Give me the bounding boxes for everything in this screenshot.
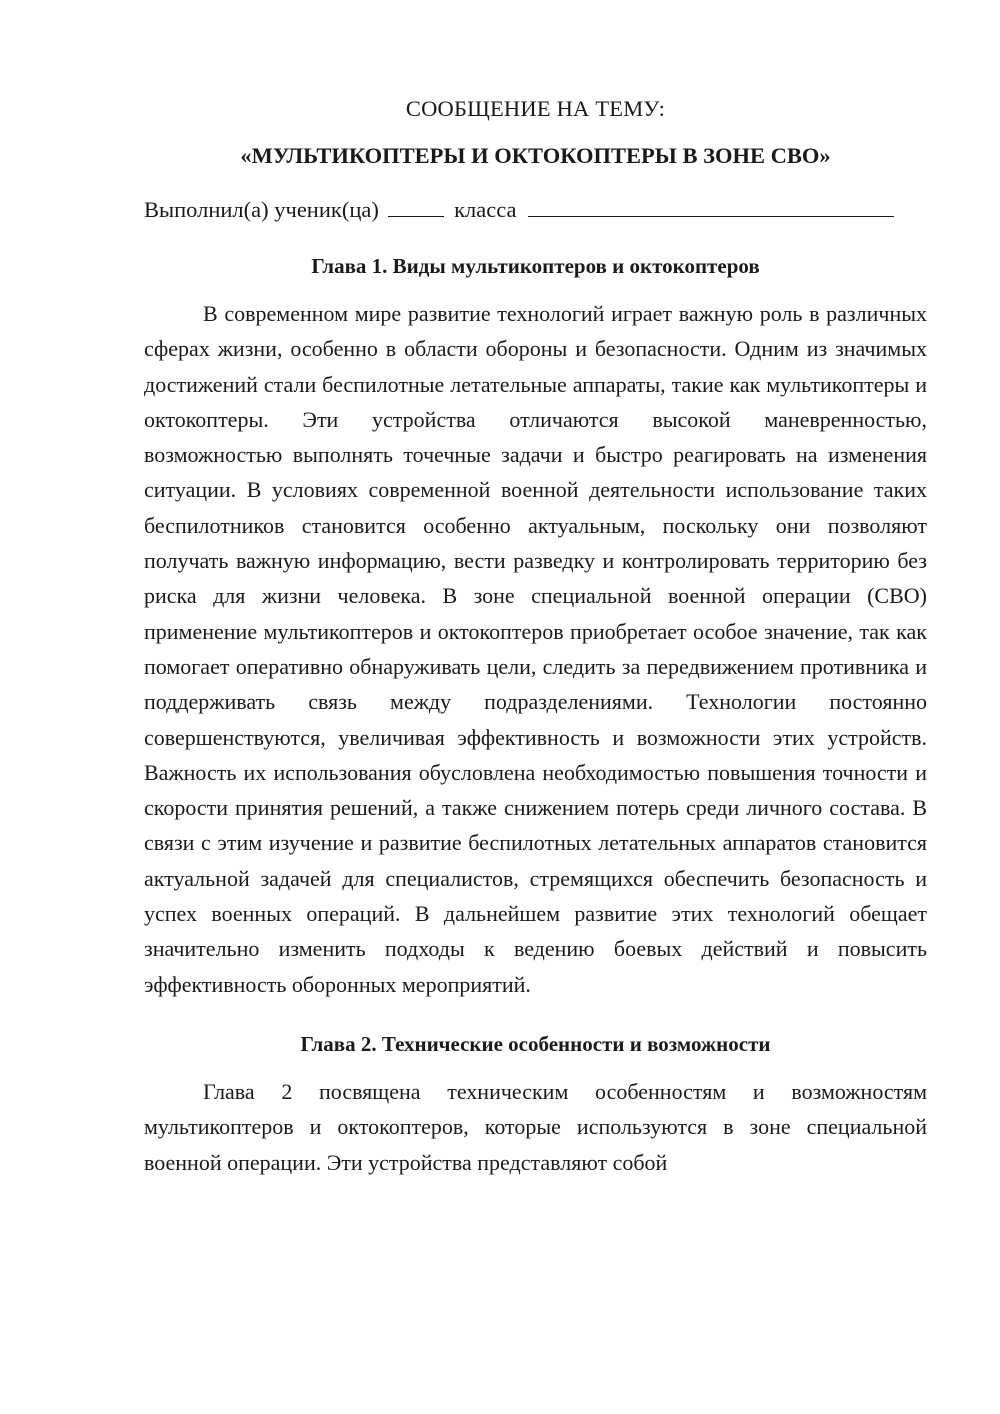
- name-blank-field: [528, 194, 894, 217]
- document-title-line1: СООБЩЕНИЕ НА ТЕМУ:: [405, 96, 666, 121]
- chapter2-paragraph: Глава 2 посвящена техническим особенностям и возможностям мультикоптеров и октокоптеров, которые используются в зоне специальной военной операции. Эти устройства представляют собой: [144, 1078, 927, 1175]
- author-prefix: Выполнил(а) ученик(ца): [144, 197, 379, 222]
- document-title-line2: «МУЛЬТИКОПТЕРЫ И ОКТОКОПТЕРЫ В ЗОНЕ СВО»: [240, 143, 831, 168]
- document-page: [144, 92, 927, 1180]
- author-line: [144, 193, 927, 227]
- chapter2-heading: Глава 2. Технические особенности и возможности: [300, 1031, 771, 1056]
- author-class-word: класса: [454, 197, 517, 222]
- grade-blank-field: [388, 194, 444, 217]
- chapter1-heading: Глава 1. Виды мультикоптеров и октокоптеров: [311, 254, 760, 278]
- chapter1-paragraph: В современном мире развитие технологий играет важную роль в различных сферах жизни, особенно в области обороны и безопасности. Одним из значимых достижений стали беспилотные летательные аппараты, такие как мультикоптеры и октокоптеры. Эти устройства отличаются высокой маневренностью, возможностью выполнять точечные задачи и быстро реагировать на изменения ситуации. В условиях современной военной деятельности использование таких беспилотников становится особенно актуальным, поскольку они позволяют получать важную информацию, вести разведку и контролировать территорию без риска для жизни человека. В зоне специальной военной операции (СВО) применение мультикоптеров и октокоптеров приобретает особое значение, так как помогает оперативно обнаруживать цели, следить за передвижением противника и поддерживать связь между подразделениями. Технологии постоянно совершенствуются, увеличивая эффективность и возможности этих устройств. Важность их использования обусловлена необходимостью повышения точности и скорости принятия решений, а также снижением потерь среди личного состава. В связи с этим изучение и развитие беспилотных летательных аппаратов становится актуальной задачей для специалистов, стремящихся обеспечить безопасность и успех военных операций. В дальнейшем развитие этих технологий обещает значительно изменить подходы к ведению боевых действий и повысить эффективность оборонных мероприятий.: [144, 301, 927, 997]
